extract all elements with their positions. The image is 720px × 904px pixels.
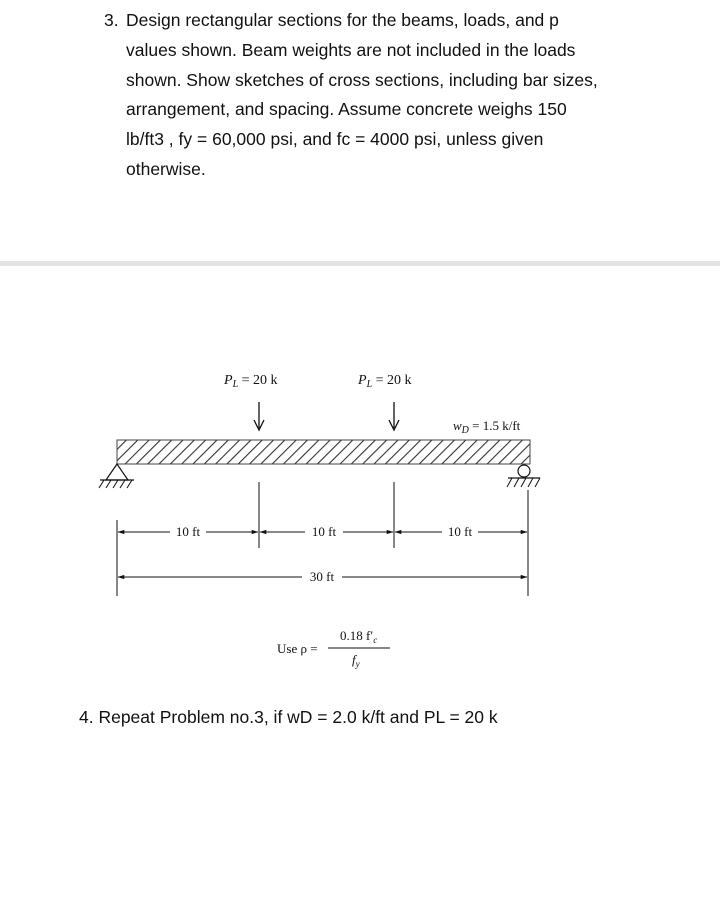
point-load-1-label: $P_L = 20$ k [224,373,278,390]
down-arrow-icon [254,402,264,430]
beam [117,440,530,464]
problem-3-number: 3. [104,10,119,30]
rho-denominator: $f_y$ [352,652,360,669]
pin-support-icon [99,464,134,488]
problem-3-line: values shown. Beam weights are not included in the loads [126,39,576,60]
rho-prefix: Use ρ = [277,641,318,656]
span-2-label: 10 ft [311,524,337,539]
page-divider [0,261,720,266]
problem-3-line: arrangement, and spacing. Assume concrete weighs 150 [126,99,567,120]
problem-3-line: Design rectangular sections for the beams, loads, and p [126,10,559,30]
rho-numerator: 0.18 $f'_c$ [340,628,378,645]
down-arrow-icon [389,402,399,430]
problem-3-line: shown. Show sketches of cross sections, including bar sizes, [126,69,598,90]
distributed-load-label: $w_D = 1.5$ k/ft [453,418,521,436]
roller-support-icon [507,465,540,487]
problem-3 [104,6,704,185]
span-1-label: 10 ft [175,524,201,539]
total-span-label: 30 ft [309,569,335,584]
problem-3-line: lb/ft3 , fy = 60,000 psi, and fc = 4000 psi, unless given [126,129,544,150]
problem-3-text [126,6,704,185]
problem-3-line: otherwise. [126,158,206,179]
beam-diagram [0,330,720,690]
problem-4-text: 4. Repeat Problem no.3, if wD = 2.0 k/ft and PL = 20 k [79,707,498,727]
point-load-2-label: $P_L = 20$ k [358,373,412,390]
span-3-label: 10 ft [447,524,473,539]
